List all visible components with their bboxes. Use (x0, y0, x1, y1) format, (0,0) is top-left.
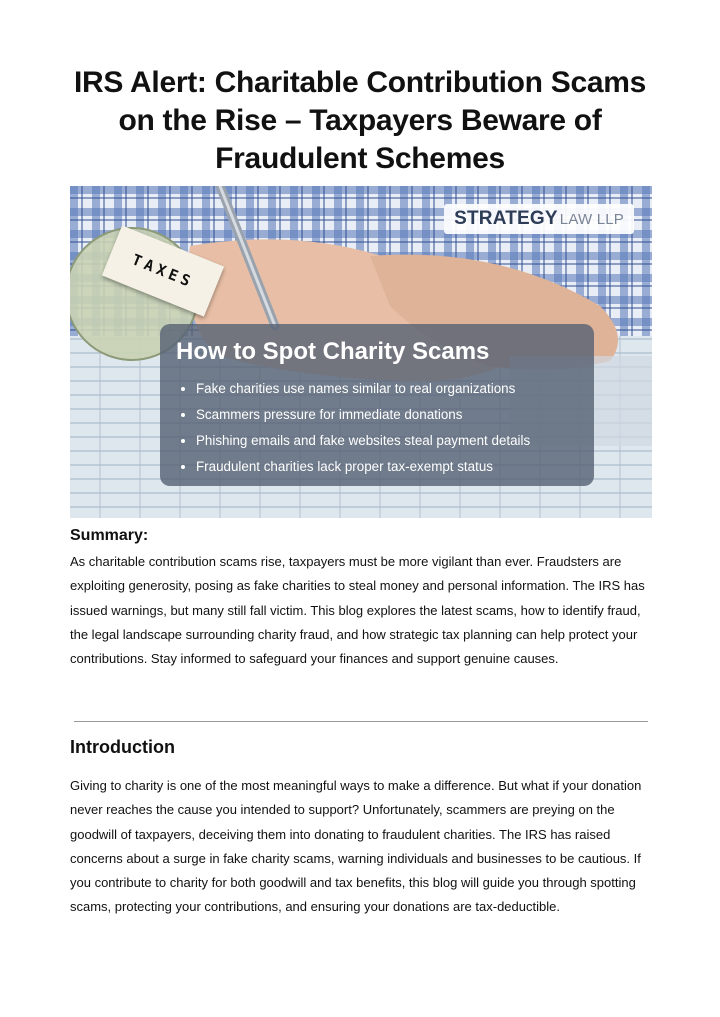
hero-image (70, 186, 652, 518)
summary-heading: Summary: (70, 527, 149, 544)
overlay-bullet: • Fraudulent charities lack proper tax-exempt status (196, 454, 580, 480)
page-title: IRS Alert: Charitable Contribution Scams on the Rise – Taxpayers Beware of Fraudulent Schemes (74, 66, 646, 175)
brand-logo-main: STRATEGY (454, 208, 558, 229)
overlay-bullet-list (176, 376, 580, 480)
brand-logo-sub: LAW LLP (559, 211, 624, 228)
overlay-bullet: • Scammers pressure for immediate donations (196, 402, 580, 428)
section-divider (74, 721, 648, 722)
summary-paragraph: As charitable contribution scams rise, taxpayers must be more vigilant than ever. Fraudsters are exploiting generosity, posing as fake charities to steal money and personal information. The IRS has issued warnings, but many still fall victim. This blog explores the latest scams, how to identify fraud, the legal landscape surrounding charity fraud, and how strategic tax planning can help protect your contributions. Stay informed to safeguard your finances and support genuine causes. (70, 554, 645, 667)
charity-scams-overlay (160, 324, 594, 486)
overlay-title: How to Spot Charity Scams (176, 338, 490, 365)
taxes-card: TAXES (102, 225, 224, 316)
introduction-paragraph: Giving to charity is one of the most meaningful ways to make a difference. But what if your donation never reaches the cause you intended to support? Unfortunately, scammers are preying on the goodwill of taxpayers, deceiving them into donating to fraudulent charities. The IRS has raised concerns about a surge in fake charity scams, warning individuals and businesses to be cautious. If you contribute to charity for both goodwill and tax benefits, this blog will guide you through spotting scams, protecting your contributions, and ensuring your donations are tax-deductible. (70, 778, 642, 915)
overlay-bullet: • Fake charities use names similar to real organizations (196, 376, 580, 402)
overlay-bullet: • Phishing emails and fake websites steal payment details (196, 428, 580, 454)
brand-logo (444, 204, 634, 234)
introduction-heading: Introduction (70, 737, 175, 757)
